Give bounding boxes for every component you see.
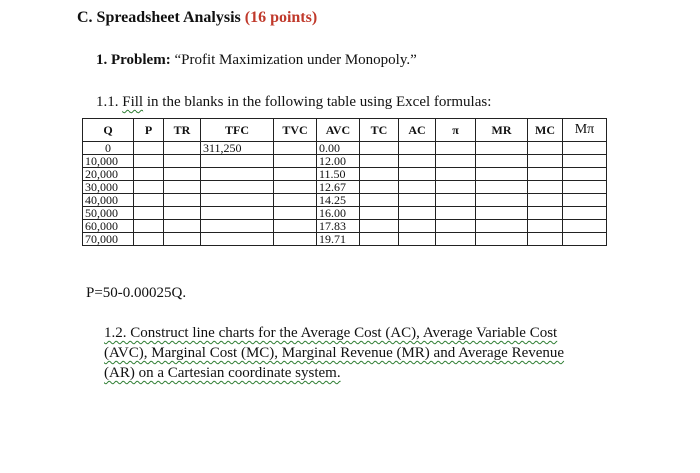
subtask-line-2: (AVC), Marginal Cost (MC), Marginal Revenue (MR) and Average Revenue bbox=[104, 345, 565, 361]
problem-label: 1. Problem: bbox=[96, 52, 171, 68]
table-cell bbox=[399, 207, 436, 220]
table-cell bbox=[563, 168, 607, 181]
subtask-line-3: (AR) on a Cartesian coordinate system. bbox=[104, 365, 341, 381]
table-cell bbox=[476, 181, 528, 194]
table-cell bbox=[360, 155, 399, 168]
table-cell bbox=[476, 233, 528, 246]
table-cell bbox=[563, 220, 607, 233]
table-cell bbox=[528, 207, 563, 220]
table-row bbox=[83, 142, 607, 155]
table-cell bbox=[134, 155, 164, 168]
column-header: Q bbox=[83, 119, 134, 142]
table-cell bbox=[360, 220, 399, 233]
table-cell bbox=[201, 181, 274, 194]
table-cell bbox=[436, 194, 476, 207]
table-cell bbox=[399, 155, 436, 168]
table-cell bbox=[563, 194, 607, 207]
table-cell bbox=[134, 207, 164, 220]
section-heading bbox=[77, 9, 317, 27]
table-row bbox=[83, 181, 607, 194]
column-header: π bbox=[436, 119, 476, 142]
table-cell bbox=[476, 207, 528, 220]
table-cell bbox=[274, 142, 317, 155]
section-title: C. Spreadsheet Analysis bbox=[77, 9, 241, 26]
subtask-line-1: 1.2. Construct line charts for the Average Cost (AC), Average Variable Cost bbox=[104, 325, 558, 341]
table-cell bbox=[528, 233, 563, 246]
table-cell bbox=[528, 142, 563, 155]
problem-statement bbox=[96, 52, 417, 69]
table-header-row bbox=[83, 119, 607, 142]
column-header: TVC bbox=[274, 119, 317, 142]
table-cell bbox=[164, 233, 201, 246]
table-cell bbox=[436, 220, 476, 233]
table-cell: 311,250 bbox=[201, 142, 274, 155]
column-header: TC bbox=[360, 119, 399, 142]
table-cell bbox=[164, 168, 201, 181]
table-row bbox=[83, 155, 607, 168]
table-cell bbox=[360, 142, 399, 155]
instruction-line bbox=[96, 94, 491, 111]
table-cell bbox=[528, 220, 563, 233]
table-cell: 0.00 bbox=[317, 142, 360, 155]
table-cell bbox=[476, 194, 528, 207]
column-header: MR bbox=[476, 119, 528, 142]
table-cell: 14.25 bbox=[317, 194, 360, 207]
table-cell bbox=[436, 168, 476, 181]
column-header: TFC bbox=[201, 119, 274, 142]
table-body bbox=[83, 142, 607, 246]
table-cell bbox=[164, 181, 201, 194]
table-cell bbox=[436, 207, 476, 220]
table-cell bbox=[399, 181, 436, 194]
table-cell: 40,000 bbox=[83, 194, 134, 207]
table-cell bbox=[134, 220, 164, 233]
table-cell bbox=[134, 168, 164, 181]
column-header: MC bbox=[528, 119, 563, 142]
table-cell bbox=[528, 181, 563, 194]
table-cell: 30,000 bbox=[83, 181, 134, 194]
table-cell bbox=[164, 194, 201, 207]
table-cell: 0 bbox=[83, 142, 134, 155]
column-header: P bbox=[134, 119, 164, 142]
table-cell: 16.00 bbox=[317, 207, 360, 220]
table-cell: 12.00 bbox=[317, 155, 360, 168]
table-cell bbox=[399, 220, 436, 233]
table-cell bbox=[134, 233, 164, 246]
table-cell bbox=[436, 142, 476, 155]
table-cell: 17.83 bbox=[317, 220, 360, 233]
table-cell bbox=[476, 220, 528, 233]
table-cell bbox=[164, 142, 201, 155]
data-table bbox=[82, 118, 607, 246]
table-cell bbox=[360, 207, 399, 220]
table-cell bbox=[476, 168, 528, 181]
table-row bbox=[83, 207, 607, 220]
table-cell bbox=[476, 142, 528, 155]
table-cell bbox=[563, 181, 607, 194]
instruction-text: in the blanks in the following table using Excel formulas: bbox=[146, 94, 492, 110]
table-row bbox=[83, 194, 607, 207]
table-cell bbox=[201, 194, 274, 207]
table-cell: 50,000 bbox=[83, 207, 134, 220]
table-row bbox=[83, 233, 607, 246]
section-points: (16 points) bbox=[244, 9, 318, 26]
table-cell: 11.50 bbox=[317, 168, 360, 181]
column-header: Mπ bbox=[563, 119, 607, 142]
table-cell bbox=[528, 168, 563, 181]
table-cell bbox=[360, 181, 399, 194]
table-cell bbox=[399, 168, 436, 181]
table-cell bbox=[274, 194, 317, 207]
table-cell bbox=[436, 233, 476, 246]
price-equation: P=50-0.00025Q. bbox=[86, 285, 187, 301]
table-cell bbox=[563, 155, 607, 168]
table-cell bbox=[274, 155, 317, 168]
table-cell bbox=[399, 194, 436, 207]
table-cell bbox=[274, 168, 317, 181]
problem-text: “Profit Maximization under Monopoly.” bbox=[174, 52, 417, 68]
table-cell bbox=[399, 233, 436, 246]
column-header: TR bbox=[164, 119, 201, 142]
table-cell bbox=[164, 155, 201, 168]
table-cell bbox=[274, 233, 317, 246]
table-cell bbox=[360, 194, 399, 207]
table-cell bbox=[134, 181, 164, 194]
instruction-number: 1.1. bbox=[96, 94, 119, 110]
table-cell bbox=[399, 142, 436, 155]
table-cell bbox=[164, 220, 201, 233]
column-header: AVC bbox=[317, 119, 360, 142]
table-cell: 12.67 bbox=[317, 181, 360, 194]
table-cell: 70,000 bbox=[83, 233, 134, 246]
table-row bbox=[83, 168, 607, 181]
table-cell bbox=[164, 207, 201, 220]
table-cell bbox=[274, 220, 317, 233]
table-cell bbox=[201, 207, 274, 220]
table-cell bbox=[563, 207, 607, 220]
table-cell bbox=[528, 194, 563, 207]
table-cell bbox=[436, 181, 476, 194]
table-cell bbox=[528, 155, 563, 168]
column-header: AC bbox=[399, 119, 436, 142]
table-cell bbox=[360, 168, 399, 181]
table-cell: 60,000 bbox=[83, 220, 134, 233]
table-cell: 10,000 bbox=[83, 155, 134, 168]
subtask-text bbox=[104, 323, 604, 383]
instruction-fill-word: Fill bbox=[122, 94, 144, 110]
table-cell bbox=[134, 194, 164, 207]
table-cell bbox=[563, 233, 607, 246]
table-cell bbox=[201, 220, 274, 233]
table-cell bbox=[436, 155, 476, 168]
table-cell bbox=[274, 181, 317, 194]
table-cell: 20,000 bbox=[83, 168, 134, 181]
table-cell bbox=[201, 168, 274, 181]
table-cell bbox=[360, 233, 399, 246]
table-cell bbox=[563, 142, 607, 155]
table-cell bbox=[201, 233, 274, 246]
table-row bbox=[83, 220, 607, 233]
table-cell bbox=[134, 142, 164, 155]
table-cell bbox=[274, 207, 317, 220]
table-cell bbox=[476, 155, 528, 168]
table-cell bbox=[201, 155, 274, 168]
table-cell: 19.71 bbox=[317, 233, 360, 246]
